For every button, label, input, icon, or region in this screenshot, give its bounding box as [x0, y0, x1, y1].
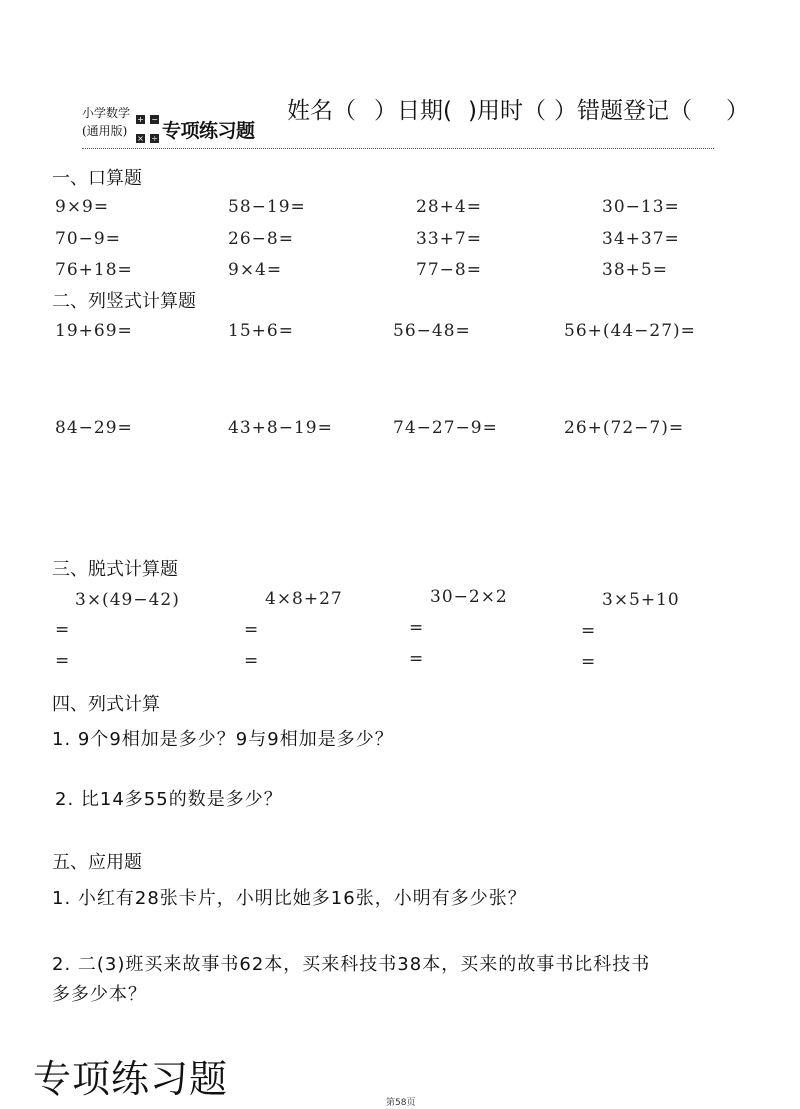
vertical-problem: 15+6= [228, 321, 294, 341]
applied-question-2-line-2: 多多少本？ [52, 984, 147, 1005]
section-stepwise-heading: 三、脱式计算题 [52, 559, 178, 580]
vertical-problem: 26+(72−7)= [564, 418, 685, 438]
bottom-title: 专项练习题 [33, 1057, 229, 1101]
stepwise-problem: 4×8+27 [265, 589, 343, 609]
vertical-problem: 84−29= [55, 418, 133, 438]
answer-equals: = [581, 621, 597, 641]
answer-equals: = [409, 618, 425, 638]
vertical-problem: 43+8−19= [228, 418, 333, 438]
answer-equals: = [409, 649, 425, 669]
answer-equals: = [581, 652, 597, 672]
times-icon: × [137, 134, 144, 143]
applied-question-2-line-1: 2. 二(3)班买来故事书62本，买来科技书38本，买来的故事书比科技书 [52, 954, 651, 975]
oral-problem: 70−9= [55, 229, 121, 249]
formula-question-1: 1. 9个9相加是多少？9与9相加是多少？ [52, 729, 394, 750]
vertical-problem: 56−48= [393, 321, 471, 341]
time-label: )用时（ [467, 98, 546, 124]
oral-problem: 26−8= [228, 229, 294, 249]
oral-problem: 58−19= [228, 197, 306, 217]
stepwise-problem: 3×5+10 [602, 590, 680, 610]
oral-problem: 9×9= [55, 197, 110, 217]
oral-problem: 9×4= [228, 260, 283, 280]
date-label: 日期( [397, 98, 452, 124]
name-label: 姓名（ [287, 98, 356, 124]
minus-icon: − [151, 115, 158, 124]
oral-problem: 34+37= [602, 229, 680, 249]
stepwise-problem: 30−2×2 [430, 587, 508, 607]
series-line-1: 小学数学 [82, 106, 131, 120]
series-line-2: (通用版) [82, 124, 128, 138]
oral-problem: 38+5= [602, 260, 668, 280]
errors-label: ）错题登记（ [553, 98, 692, 124]
stepwise-problem: 3×(49−42) [75, 590, 180, 610]
vertical-problem: 19+69= [55, 321, 133, 341]
section-applied-heading: 五、应用题 [52, 852, 142, 873]
applied-question-1: 1. 小红有28张卡片，小明比她多16张，小明有多少张？ [52, 888, 527, 909]
divide-icon: ÷ [151, 134, 158, 143]
oral-problem: 77−8= [416, 260, 482, 280]
oral-problem: 76+18= [55, 260, 133, 280]
vertical-problem: 56+(44−27)= [564, 321, 696, 341]
header-title: 专项练习题 [162, 120, 255, 142]
header-divider [82, 148, 714, 149]
formula-question-2: 2. 比14多55的数是多少？ [55, 789, 283, 810]
oral-problem: 30−13= [602, 197, 680, 217]
section-oral-heading: 一、口算题 [52, 168, 142, 189]
vertical-problem: 74−27−9= [393, 418, 498, 438]
student-info-fields: 姓名（ ）日期( )用时（ ）错题登记（ ） [287, 98, 749, 124]
answer-equals: = [55, 620, 71, 640]
section-formula-heading: 四、列式计算 [52, 694, 160, 715]
oral-problem: 28+4= [416, 197, 482, 217]
answer-equals: = [244, 651, 260, 671]
math-ops-icon [136, 107, 158, 145]
plus-icon: + [137, 115, 144, 124]
page-number: 第58页 [386, 1098, 416, 1108]
oral-problem: 33+7= [416, 229, 482, 249]
series-label [82, 104, 130, 140]
section-vertical-heading: 二、列竖式计算题 [52, 291, 196, 312]
answer-equals: = [244, 620, 260, 640]
answer-equals: = [55, 651, 71, 671]
